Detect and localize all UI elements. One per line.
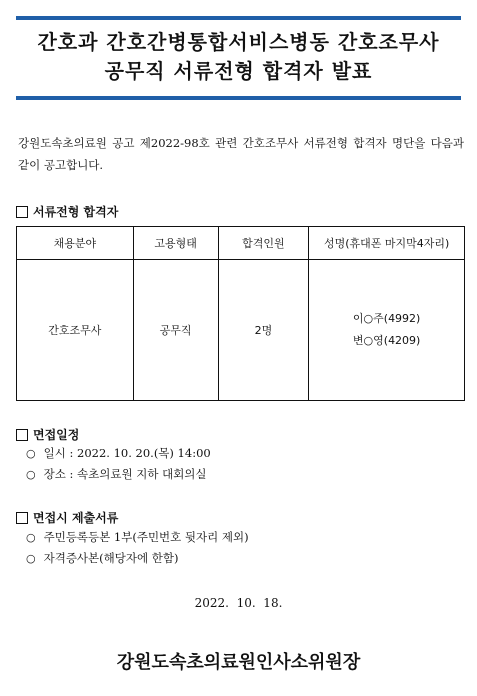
list-item-text: 일시 : 2022. 10. 20.(목) 14:00	[43, 446, 211, 460]
applicant-name: 변○영(4209)	[352, 334, 421, 347]
section-heading-results	[16, 203, 118, 220]
intro-paragraph: 강원도속초의료원 공고 제2022-98호 관련 간호조무사 서류전형 합격자 명단을 다음과 같이 공고합니다.	[18, 136, 464, 172]
list-item	[26, 529, 249, 545]
title-line-2: 공무직 서류전형 합격자 발표	[104, 59, 373, 83]
circle-bullet-icon: ○	[26, 530, 36, 544]
list-item	[26, 550, 178, 566]
applicant-name: 이○주(4992)	[352, 312, 421, 325]
column-header: 합격인원	[218, 227, 309, 260]
employment-cell: 공무직	[133, 260, 218, 401]
section-title: 서류전형 합격자	[33, 205, 119, 219]
circle-bullet-icon: ○	[26, 446, 36, 460]
column-header: 성명(휴대폰 마지막4자리)	[309, 227, 465, 260]
count-cell: 2명	[218, 260, 309, 401]
bottom-rule	[16, 96, 461, 100]
names-cell	[309, 260, 465, 401]
signature-organization: 강원도속초의료원인사소위원장	[116, 652, 361, 673]
section-title: 면접일정	[33, 428, 80, 442]
column-header: 고용형태	[133, 227, 218, 260]
checkbox-square-icon	[16, 206, 28, 218]
list-item-text: 장소 : 속초의료원 지하 대회의실	[43, 467, 207, 481]
list-item-text: 자격증사본(해당자에 한함)	[43, 551, 179, 565]
section-heading-interview	[16, 426, 79, 443]
section-heading-documents	[16, 509, 118, 526]
circle-bullet-icon: ○	[26, 551, 36, 565]
checkbox-square-icon	[16, 429, 28, 441]
announcement-date: 2022. 10. 18.	[194, 596, 283, 610]
title-line-1: 간호과 간호간병통합서비스병동 간호조무사	[37, 30, 440, 54]
page-title	[16, 28, 461, 86]
circle-bullet-icon: ○	[26, 467, 36, 481]
section-title: 면접시 제출서류	[33, 511, 119, 525]
list-item	[26, 466, 207, 482]
column-header: 채용분야	[17, 227, 134, 260]
checkbox-square-icon	[16, 512, 28, 524]
table-header-row	[17, 227, 465, 260]
field-cell: 간호조무사	[17, 260, 134, 401]
list-item-text: 주민등록등본 1부(주민번호 뒷자리 제외)	[43, 530, 249, 544]
results-table	[16, 226, 465, 401]
top-rule	[16, 16, 461, 20]
table-row	[17, 260, 465, 401]
list-item	[26, 445, 211, 461]
